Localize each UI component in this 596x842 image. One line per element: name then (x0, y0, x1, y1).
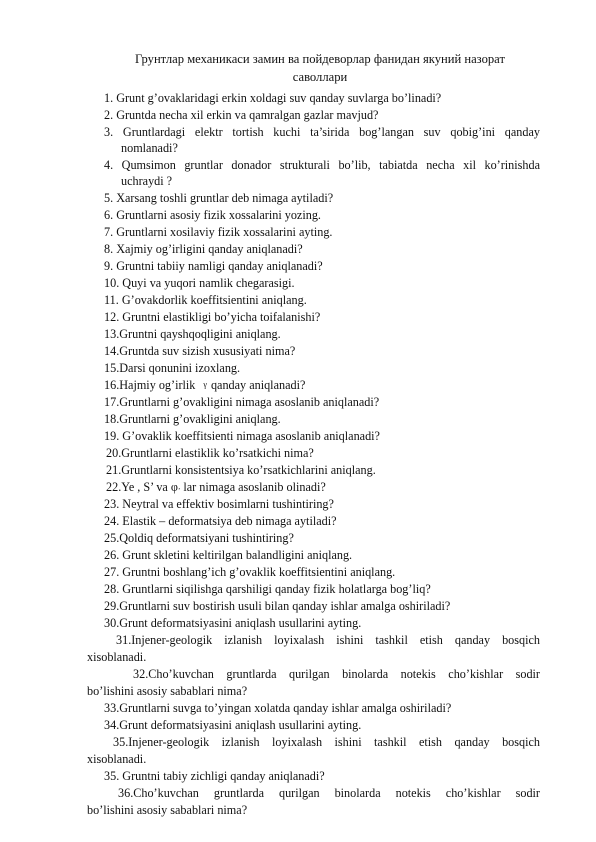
question-35: 35.Injener-geologik izlanish loyixalash ishini tashkil etish qanday bosqich (113, 735, 540, 749)
question-3-continuation: nomlanadi? (121, 141, 178, 155)
question-35-density: 35. Gruntni tabiy zichligi qanday aniqlanadi? (104, 769, 325, 783)
question-36-continuation: bo’lishini asosiy sabablari nima? (87, 803, 248, 817)
question-12: 12. Gruntni elastikligi bo’yicha toifalanishi? (104, 310, 321, 324)
question-1: 1. Grunt g’ovaklaridagi erkin xoldagi suv qanday suvlarga bo’linadi? (104, 91, 442, 105)
question-2: 2. Gruntda necha xil erkin va qamralgan gazlar mavjud? (104, 108, 379, 122)
question-32: 32.Cho’kuvchan gruntlarda qurilgan binolarda notekis cho’kishlar sodir (133, 667, 540, 681)
question-26: 26. Grunt skletini keltirilgan balandligini aniqlang. (104, 548, 353, 562)
question-16-text-start: 16.Hajmiy og’irlik (104, 378, 196, 392)
question-16-text-end: qanday aniqlanadi? (210, 378, 306, 392)
question-27: 27. Gruntni boshlang’ich g’ovaklik koeffitsientini aniqlang. (104, 565, 396, 579)
question-24: 24. Elastik – deformatsiya deb nimaga aytiladi? (104, 514, 337, 528)
question-14: 14.Gruntda suv sizish xususiyati nima? (104, 344, 296, 358)
question-36: 36.Cho’kuvchan gruntlarda qurilgan binolarda notekis cho’kishlar sodir (118, 786, 540, 800)
question-7: 7. Gruntlarni xosilaviy fizik xossalarini ayting. (104, 225, 333, 239)
question-11: 11. G’ovakdorlik koeffitsientini aniqlang. (104, 293, 307, 307)
question-21: 21.Gruntlarni konsistentsiya ko’rsatkichlarini aniqlang. (106, 463, 376, 477)
question-31: 31.Injener-geologik izlanish loyixalash ishini tashkil etish qanday bosqich (116, 633, 540, 647)
question-22-text-end: lar nimaga asoslanib olinadi? (180, 480, 326, 494)
question-15: 15.Darsi qonunini izoxlang. (104, 361, 241, 375)
question-10: 10. Quyi va yuqori namlik chegarasigi. (104, 276, 295, 290)
phi-subscript: ’ (177, 487, 181, 495)
page-title (100, 50, 540, 86)
gamma-symbol: γ (203, 380, 207, 389)
question-5: 5. Xarsang toshli gruntlar deb nimaga aytiladi? (104, 191, 334, 205)
question-16 (104, 377, 305, 393)
question-19: 19. G’ovaklik koeffitsienti nimaga asoslanib aniqlanadi? (104, 429, 380, 443)
question-33: 33.Gruntlarni suvga to’yingan xolatda qanday ishlar amalga oshiriladi? (104, 701, 452, 715)
question-9: 9. Gruntni tabiiy namligi qanday aniqlanadi? (104, 259, 323, 273)
question-28: 28. Gruntlarni siqilishga qarshiligi qanday fizik holatlarga bog’liq? (104, 582, 431, 596)
question-20: 20.Gruntlarni elastiklik ko’rsatkichi nima? (106, 446, 314, 460)
question-3: 3. Gruntlardagi elektr tortish kuchi ta’sirida bog’langan suv qobig’ini qanday (104, 125, 540, 139)
question-35-continuation: xisoblanadi. (87, 752, 147, 766)
title-line-2: саволлари (292, 70, 348, 84)
question-34: 34.Grunt deformatsiyasini aniqlash usullarini ayting. (104, 718, 362, 732)
question-29: 29.Gruntlarni suv bostirish usuli bilan qanday ishlar amalga oshiriladi? (104, 599, 451, 613)
question-17: 17.Gruntlarni g’ovakligini nimaga asoslanib aniqlanadi? (104, 395, 380, 409)
question-4-continuation: uchraydi ? (121, 174, 173, 188)
question-4: 4. Qumsimon gruntlar donador strukturali bo’lib, tabiatda necha xil ko’rinishda (104, 158, 540, 172)
question-25: 25.Qoldiq deformatsiyani tushintiring? (104, 531, 294, 545)
question-8: 8. Xajmiy og’irligini qanday aniqlanadi? (104, 242, 303, 256)
question-30: 30.Grunt deformatsiyasini aniqlash usullarini ayting. (104, 616, 362, 630)
question-6: 6. Gruntlarni asosiy fizik xossalarini yozing. (104, 208, 321, 222)
question-31-continuation: xisoblanadi. (87, 650, 147, 664)
question-22-text-start: 22.Ye , S’ va φ (106, 480, 178, 494)
question-32-continuation: bo’lishini asosiy sabablari nima? (87, 684, 248, 698)
title-line-1: Грунтлар механикаси замин ва пойдеворлар фанидан якуний назорат (135, 52, 505, 66)
question-18: 18.Gruntlarni g’ovakligini aniqlang. (104, 412, 281, 426)
question-13: 13.Gruntni qayshqoqligini aniqlang. (104, 327, 281, 341)
question-23: 23. Neytral va effektiv bosimlarni tushintiring? (104, 497, 334, 511)
